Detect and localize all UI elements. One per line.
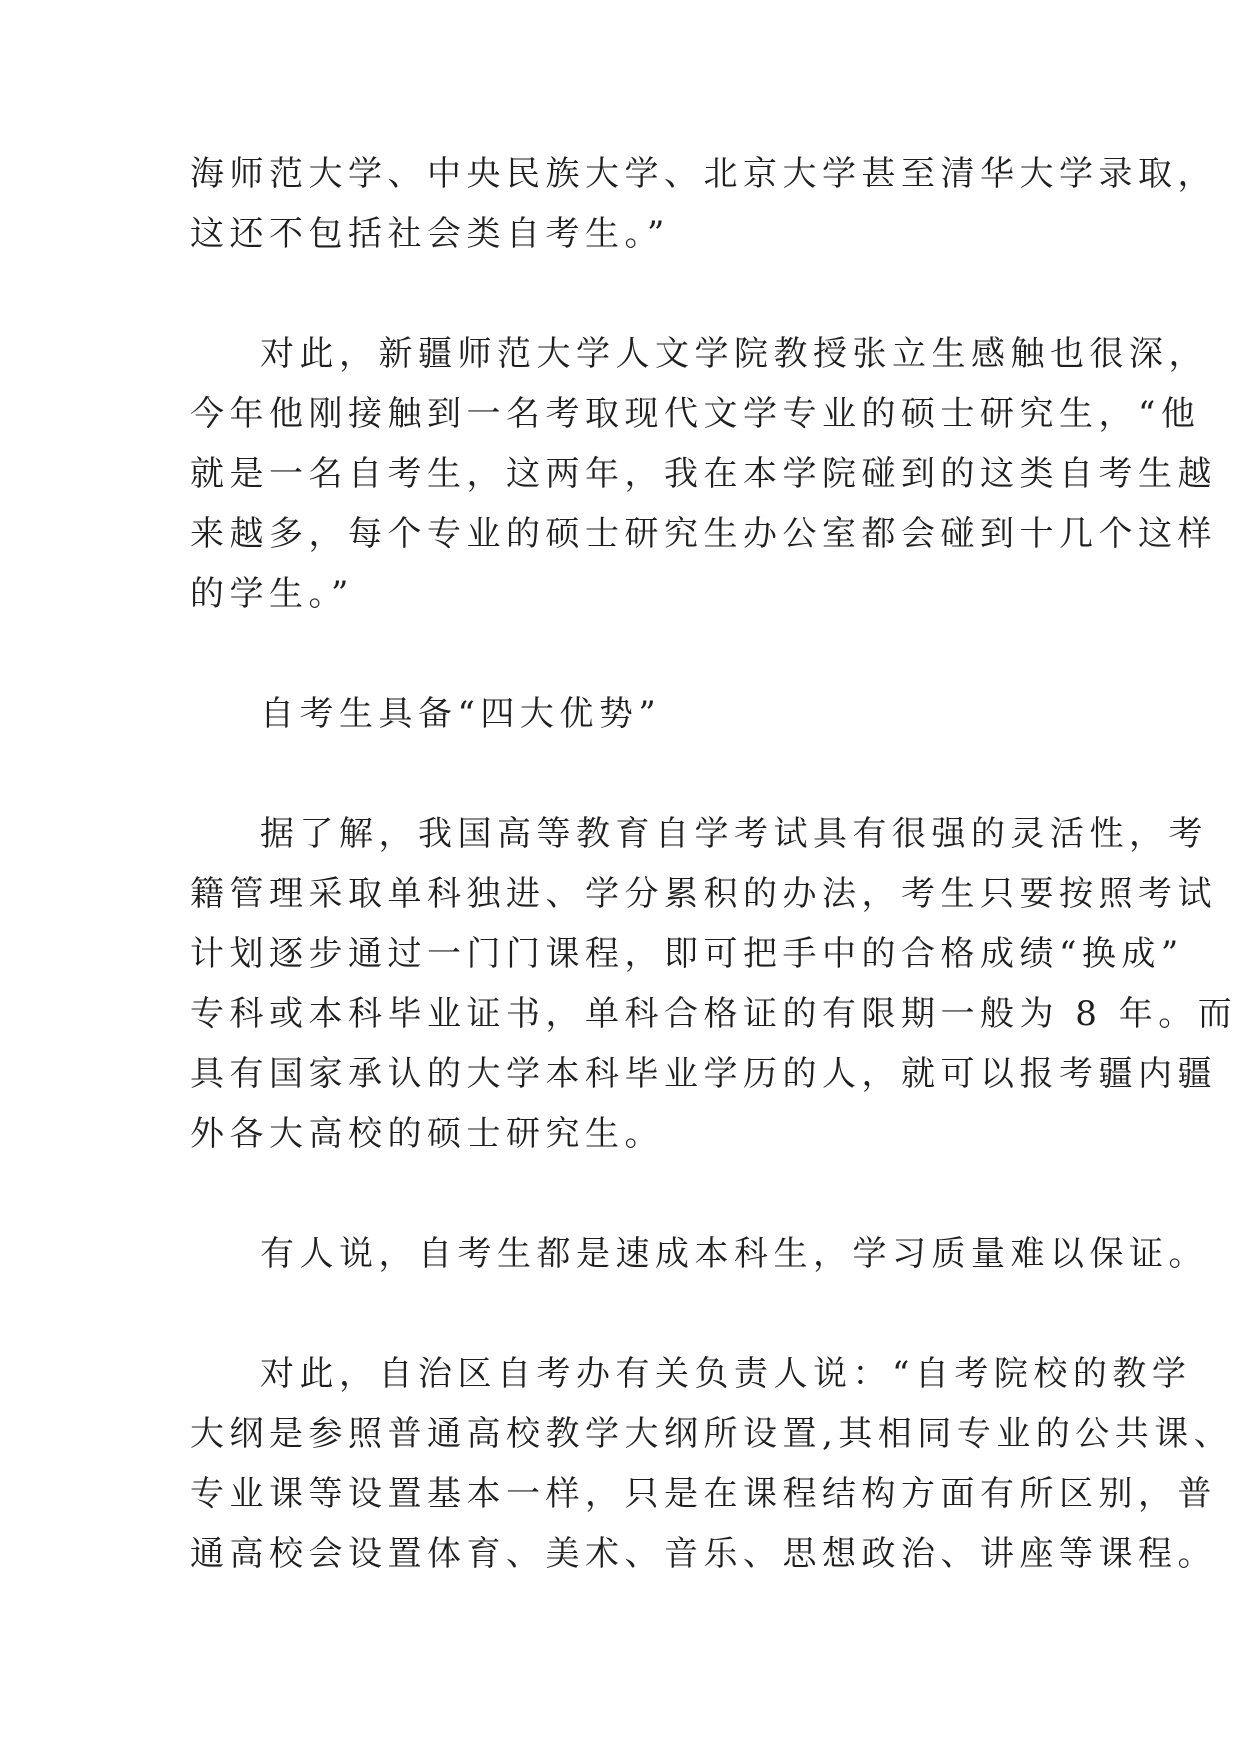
paragraph-5-line-3: 专业课等设置基本一样，只是在课程结构方面有所区别，普 — [190, 1474, 1217, 1514]
paragraph-2-line-4: 来越多，每个专业的硕士研究生办公室都会碰到十几个这样 — [190, 514, 1217, 554]
paragraph-3-line-3: 计划逐步通过一门门课程，即可把手中的合格成绩“换成” — [190, 934, 1184, 974]
paragraph-3-line-4: 专科或本科毕业证书，单科合格证的有限期一般为 8 年。而 — [190, 994, 1238, 1034]
paragraph-5-line-2: 大纲是参照普通高校教学大纲所设置,其相同专业的公共课、 — [190, 1414, 1234, 1454]
paragraph-5-line-4: 通高校会设置体育、美术、音乐、思想政治、讲座等课程。 — [190, 1534, 1217, 1574]
paragraph-1-line-2: 这还不包括社会类自考生。” — [190, 214, 670, 254]
paragraph-3-line-1: 据了解，我国高等教育自学考试具有很强的灵活性，考 — [260, 814, 1208, 854]
paragraph-3-line-6: 外各大高校的硕士研究生。 — [190, 1114, 664, 1154]
paragraph-2-line-2: 今年他刚接触到一名考取现代文学专业的硕士研究生，“他 — [190, 394, 1201, 434]
paragraph-3-line-2: 籍管理采取单科独进、学分累积的办法，考生只要按照考试 — [190, 874, 1217, 914]
section-heading: 自考生具备“四大优势” — [260, 694, 662, 734]
paragraph-2-line-1: 对此，新疆师范大学人文学院教授张立生感触也很深， — [260, 334, 1208, 374]
paragraph-1-line-1: 海师范大学、中央民族大学、北京大学甚至清华大学录取， — [190, 154, 1217, 194]
paragraph-4-line-1: 有人说，自考生都是速成本科生，学习质量难以保证。 — [260, 1234, 1208, 1274]
paragraph-2-line-3: 就是一名自考生，这两年，我在本学院碰到的这类自考生越 — [190, 454, 1217, 494]
paragraph-3-line-5: 具有国家承认的大学本科毕业学历的人，就可以报考疆内疆 — [190, 1054, 1217, 1094]
paragraph-2-line-5: 的学生。” — [190, 574, 354, 614]
paragraph-5-line-1: 对此，自治区自考办有关负责人说：“自考院校的教学 — [260, 1354, 1192, 1394]
